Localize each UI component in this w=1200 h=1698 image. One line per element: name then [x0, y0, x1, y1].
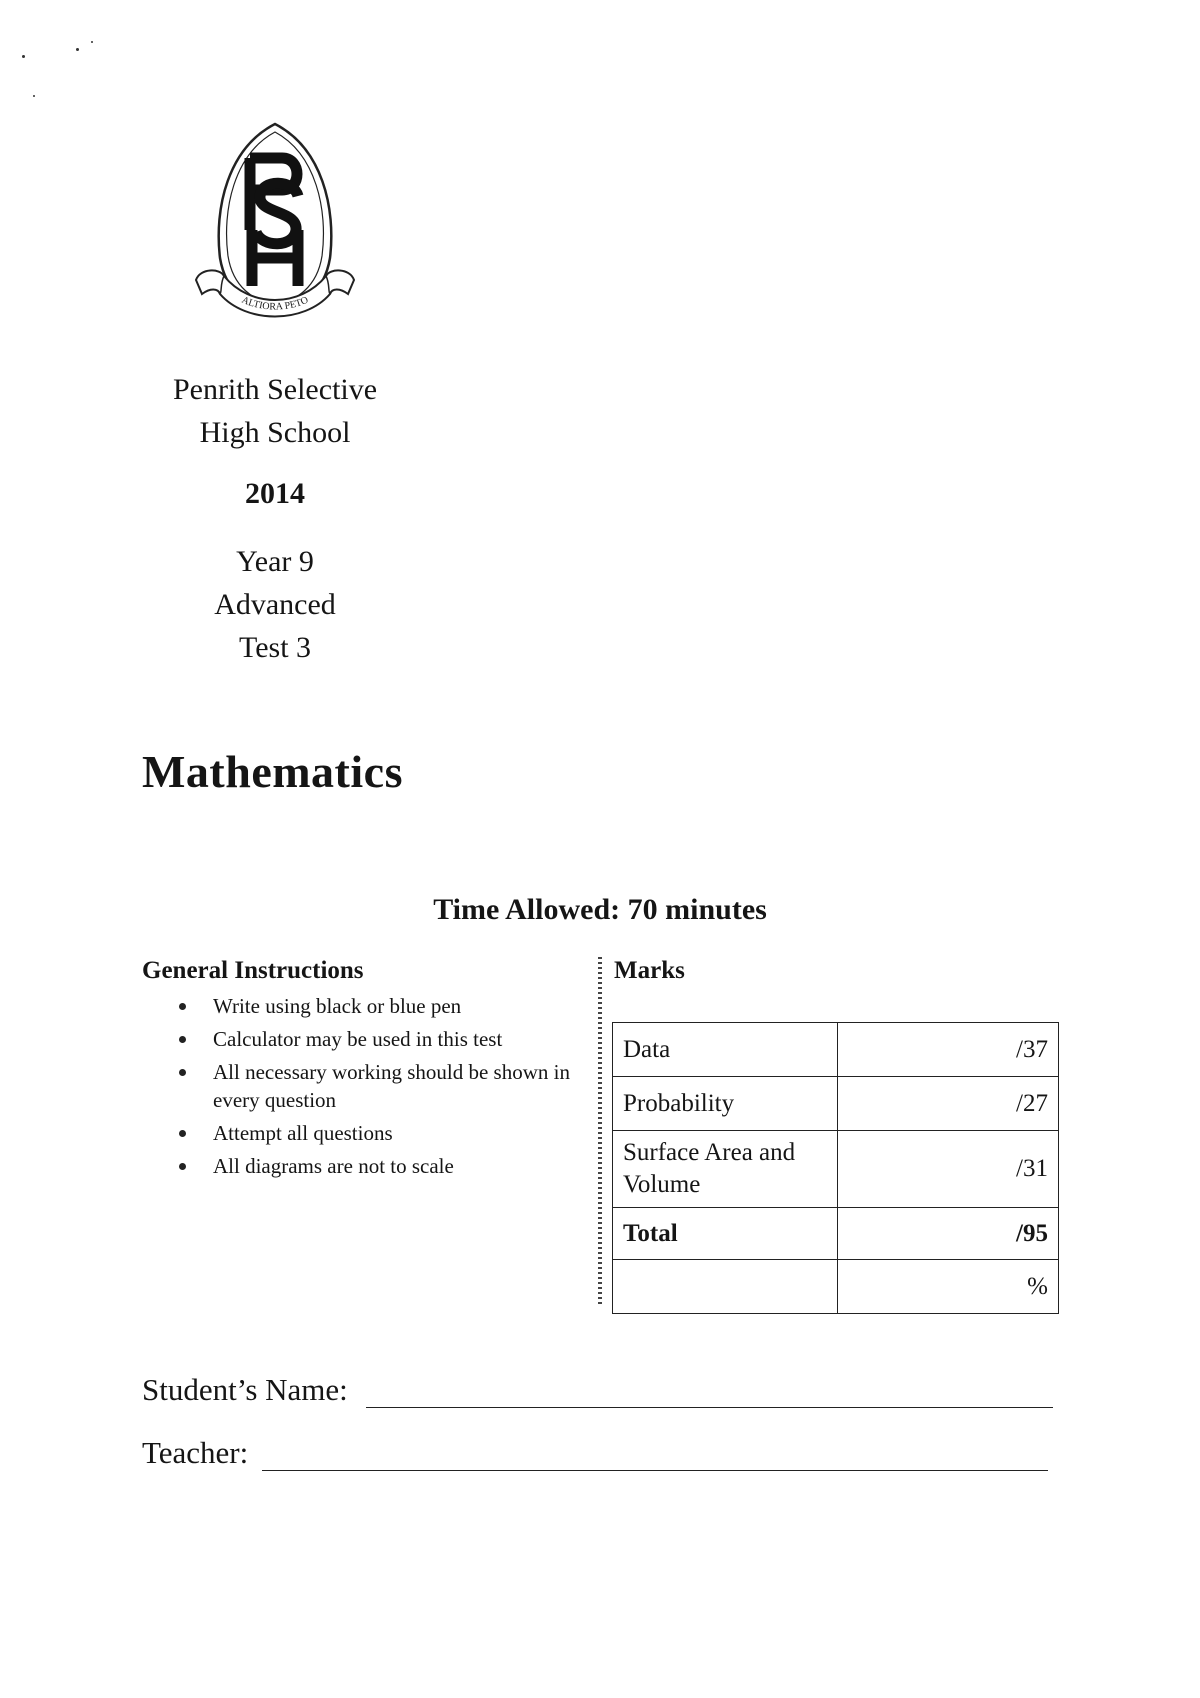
instruction-item: Attempt all questions: [175, 1119, 575, 1147]
school-crest-icon: [190, 118, 360, 338]
teacher-label: Teacher:: [142, 1435, 249, 1470]
marks-section-label: Probability: [613, 1077, 838, 1131]
marks-score-cell: /27: [838, 1077, 1059, 1131]
scan-speck: [22, 55, 25, 58]
scan-speck: [33, 95, 35, 97]
scan-speck: [91, 41, 93, 43]
instruction-item: Calculator may be used in this test: [175, 1025, 575, 1053]
subject-title: Mathematics: [142, 746, 403, 797]
teacher-field[interactable]: [262, 1470, 1048, 1471]
course-year-level: Year 9: [236, 545, 314, 578]
instruction-list: [175, 992, 575, 1185]
marks-percent-blank: [613, 1260, 838, 1314]
instruction-item: Write using black or blue pen: [175, 992, 575, 1020]
marks-total-label: Total: [613, 1208, 838, 1260]
school-name: [120, 368, 430, 454]
table-row: [613, 1023, 1059, 1077]
school-name-line2: High School: [199, 416, 351, 449]
test-number: Test 3: [238, 631, 312, 664]
student-name-field[interactable]: [366, 1407, 1053, 1408]
marks-score-cell: /31: [838, 1131, 1059, 1208]
marks-section-label: Data: [613, 1023, 838, 1077]
crest-motto: ALTIORA PETO: [239, 294, 311, 313]
course-stream: Advanced: [214, 588, 336, 621]
marks-total-score: /95: [838, 1208, 1059, 1260]
course-info: [120, 540, 430, 669]
scan-speck: [76, 48, 79, 51]
section-divider: [598, 957, 602, 1307]
marks-section-label: Surface Area and Volume: [613, 1131, 838, 1208]
exam-year: 2014: [245, 477, 305, 510]
marks-percent-cell: %: [838, 1260, 1059, 1314]
table-row: [613, 1260, 1059, 1314]
table-row: [613, 1077, 1059, 1131]
table-row: [613, 1208, 1059, 1260]
table-row: [613, 1131, 1059, 1208]
school-name-line1: Penrith Selective: [172, 373, 378, 406]
marks-table: [612, 1022, 1059, 1314]
instruction-item: All diagrams are not to scale: [175, 1152, 575, 1180]
student-name-label: Student’s Name:: [142, 1372, 348, 1407]
marks-score-cell: /37: [838, 1023, 1059, 1077]
instruction-item: All necessary working should be shown in every question: [175, 1058, 575, 1114]
marks-heading: Marks: [614, 957, 685, 984]
time-allowed: Time Allowed: 70 minutes: [433, 893, 767, 926]
instructions-heading: General Instructions: [142, 957, 364, 984]
